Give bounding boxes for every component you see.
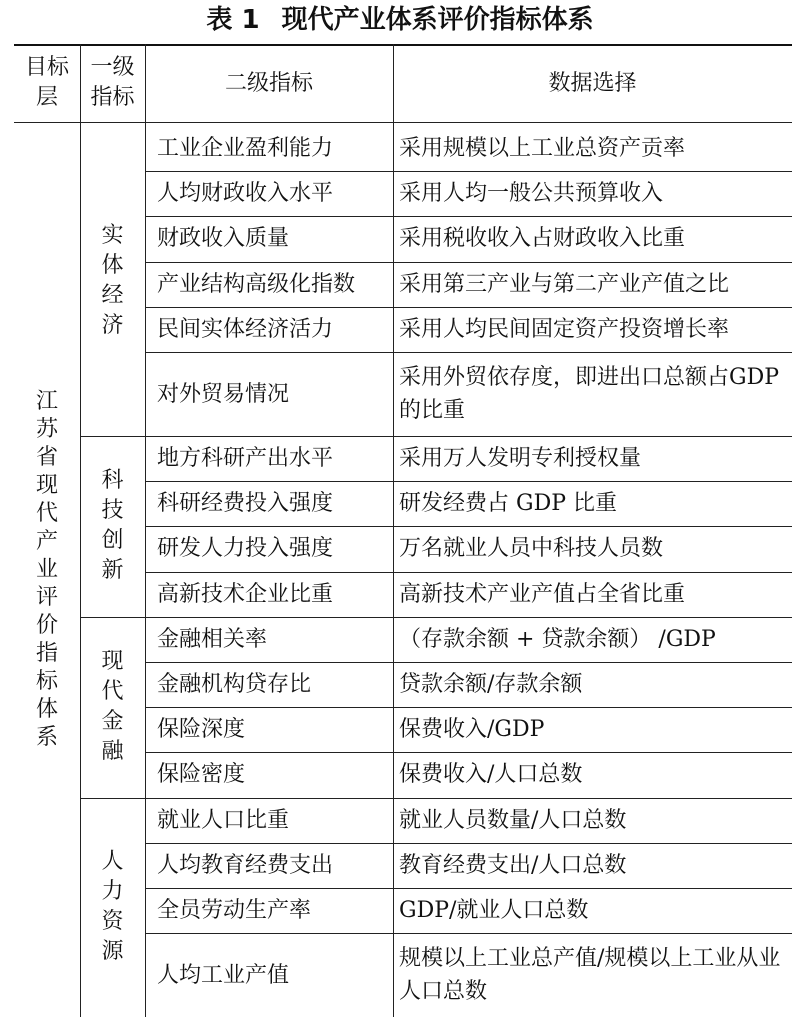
- data-selection-text: 高新技术产业产值占全省比重: [399, 581, 686, 607]
- group-name-char: 创: [101, 528, 124, 554]
- indicator-cell: 对外贸易情况: [157, 381, 290, 407]
- target-layer-char: 指: [35, 640, 58, 666]
- data-selection-cell: [393, 262, 792, 307]
- data-selection-text: 采用人均民间固定资产投资增长率: [399, 316, 730, 342]
- data-selection-cell: [393, 307, 792, 352]
- group-name-char: 代: [101, 679, 124, 705]
- data-selection-cell: [393, 888, 792, 933]
- header-target-layer-line: 层: [35, 85, 58, 110]
- data-selection-cell: [393, 126, 792, 171]
- header-first-level-line: 指标: [90, 85, 135, 110]
- indicator-cell: 人均财政收入水平: [157, 181, 334, 207]
- indicator-cell: 人均教育经费支出: [157, 852, 334, 878]
- data-selection-text: GDP/就业人口总数: [399, 898, 589, 924]
- data-selection-cell: [393, 352, 792, 436]
- indicator-cell: 产业结构高级化指数: [157, 271, 356, 297]
- group-name-char: 经: [101, 283, 124, 308]
- header-second-level: 二级指标: [224, 70, 313, 96]
- header-target-layer: [14, 44, 80, 122]
- indicator-cell: 金融机构贷存比: [157, 672, 312, 698]
- target-layer-char: 苏: [35, 416, 58, 442]
- indicator-cell: 就业人口比重: [157, 807, 290, 833]
- data-selection-cell: [393, 662, 792, 707]
- target-layer-char: 现: [35, 472, 58, 498]
- group-name-char: 实: [101, 223, 124, 248]
- data-selection-cell: [393, 798, 792, 843]
- data-selection-text: 万名就业人员中科技人员数: [399, 536, 664, 562]
- data-selection-cell: [393, 526, 792, 571]
- indicator-cell: 金融相关率: [157, 626, 268, 652]
- indicator-cell: 工业企业盈利能力: [157, 136, 334, 162]
- data-selection-text: 贷款余额/存款余额: [399, 672, 583, 698]
- data-selection-cell: [393, 572, 792, 617]
- data-selection-text: 采用外贸依存度，即进出口总额占GDP 的比重: [399, 365, 780, 423]
- header-bottom-rule: [14, 122, 792, 123]
- group-name-char: 科: [101, 468, 124, 494]
- data-selection-text: 采用第三产业与第二产业产值之比: [399, 271, 730, 297]
- data-selection-cell: [393, 171, 792, 216]
- group-name-char: 现: [101, 649, 124, 675]
- header-first-level: [80, 44, 145, 122]
- target-layer-char: 江: [35, 388, 58, 414]
- indicator-cell: 全员劳动生产率: [157, 898, 312, 924]
- group-cell-3: [80, 617, 145, 798]
- data-selection-text: 就业人员数量/人口总数: [399, 807, 627, 833]
- data-selection-cell: [393, 617, 792, 662]
- indicator-cell: 高新技术企业比重: [157, 581, 334, 607]
- target-layer-char: 价: [35, 612, 58, 638]
- data-selection-cell: [393, 481, 792, 526]
- data-selection-cell: [393, 933, 792, 1017]
- data-selection-cell: [393, 436, 792, 481]
- data-selection-text: 保费收入/GDP: [399, 717, 545, 743]
- data-selection-cell: [393, 707, 792, 752]
- indicator-cell: 保险深度: [157, 717, 246, 743]
- indicator-cell: 地方科研产出水平: [157, 446, 334, 472]
- header-target-layer-line: 目标: [24, 55, 69, 80]
- group-name-char: 济: [101, 313, 124, 338]
- group-name-char: 力: [101, 879, 124, 905]
- data-selection-text: （存款余额 + 贷款余额） /GDP: [399, 626, 716, 652]
- indicator-cell: 人均工业产值: [157, 962, 290, 988]
- group-name-char: 源: [101, 939, 124, 965]
- target-layer-char: 业: [35, 556, 58, 582]
- target-layer-cell: [14, 122, 80, 1017]
- table-title-text: 现代产业体系评价指标体系: [281, 5, 594, 35]
- target-layer-char: 产: [35, 528, 58, 554]
- data-selection-text: 规模以上工业总产值/规模以上工业从业人口总数: [399, 946, 781, 1005]
- table-number: 表 1: [206, 5, 260, 35]
- target-layer-char: 标: [35, 668, 58, 694]
- group-name-char: 融: [101, 739, 124, 765]
- data-selection-text: 保费收入/人口总数: [399, 762, 583, 788]
- group-name-char: 技: [101, 498, 124, 524]
- data-selection-text: 采用万人发明专利授权量: [399, 446, 642, 472]
- data-selection-cell: [393, 752, 792, 797]
- table-title: [0, 0, 800, 40]
- data-selection-text: 研发经费占 GDP 比重: [399, 491, 618, 517]
- group-name-char: 人: [101, 849, 124, 875]
- header-first-level-line: 一级: [90, 55, 135, 80]
- indicator-cell: 科研经费投入强度: [157, 491, 334, 517]
- data-selection-text: 采用人均一般公共预算收入: [399, 181, 664, 207]
- group-name-char: 金: [101, 709, 124, 735]
- data-selection-text: 采用税收收入占财政收入比重: [399, 226, 686, 252]
- group-cell-1: [80, 126, 145, 436]
- target-layer-char: 评: [35, 584, 58, 610]
- indicator-cell: 保险密度: [157, 762, 246, 788]
- data-selection-text: 教育经费支出/人口总数: [399, 852, 627, 878]
- indicator-cell: 财政收入质量: [157, 226, 290, 252]
- group-cell-2: [80, 436, 145, 617]
- target-layer-char: 系: [35, 724, 58, 750]
- data-selection-text: 采用规模以上工业总资产贡率: [399, 136, 686, 162]
- data-selection-cell: [393, 216, 792, 261]
- indicator-cell: 民间实体经济活力: [157, 316, 334, 342]
- group-name-char: 新: [101, 558, 124, 584]
- indicator-cell: 研发人力投入强度: [157, 536, 334, 562]
- header-data-selection: 数据选择: [548, 70, 637, 96]
- group-name-char: 资: [101, 909, 124, 935]
- target-layer-char: 体: [35, 696, 58, 722]
- target-layer-char: 代: [35, 500, 58, 526]
- target-layer-char: 省: [35, 444, 58, 470]
- group-cell-4: [80, 798, 145, 1018]
- data-selection-cell: [393, 843, 792, 888]
- group-name-char: 体: [101, 253, 124, 278]
